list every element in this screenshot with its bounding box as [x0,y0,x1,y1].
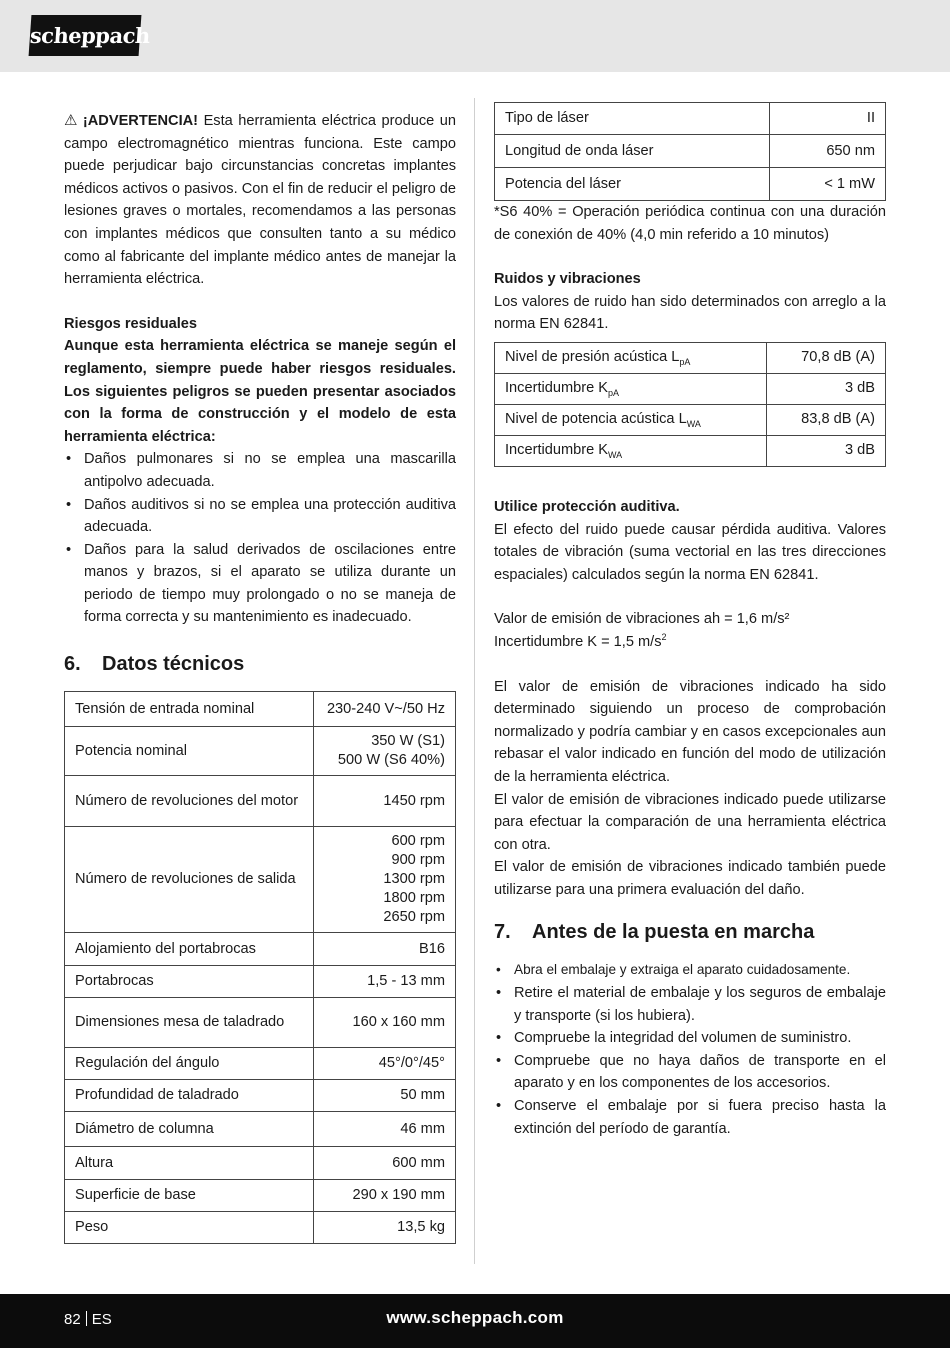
row-value: 290 x 190 mm [314,1180,456,1212]
label-subscript: pA [608,388,620,399]
page-header [0,0,950,72]
section-6-heading [64,651,456,677]
list-item: • Daños para la salud derivados de oscilaciones entre manos y brazos, si el aparato se utiliza durante un periodo de tiempo muy prolongado o no se maneja de forma correcta y su mantenimiento es inadecuado. [64,539,456,629]
list-item: • Retire el material de embalaje y los seguros de embalaje y transporte (si los hubiera). [494,982,886,1027]
row-value: 3 dB [767,373,886,404]
website-link[interactable]: www.scheppach.com [386,1308,564,1327]
row-label: Superficie de base [65,1180,314,1212]
warning-text: Esta herramienta eléctrica produce un campo electromagnético mientras funciona. Este campo puede perjudicar bajo circunstancias concretas implantes médicos activos o pasivos. Con el fin de reducir el peligro de lesiones graves o mortales, recomendamos a las personas con implantes médicos que consulten tanto a su médico como al fabricante del implante médico antes de manejar la herramienta eléctrica. [64,113,456,288]
table-row [65,1112,456,1147]
list-item: • Abra el embalaje y extraiga el aparato cuidadosamente. [494,959,886,982]
vibration-paragraph: El valor de emisión de vibraciones indicado puede utilizarse para efectuar la comparación de una herramienta eléctrica con otra. [494,791,886,853]
table-row [65,966,456,998]
label-text: Nivel de presión acústica L [505,349,680,366]
section-7-heading [494,919,886,945]
row-value: 160 x 160 mm [314,998,456,1048]
table-row [495,135,886,168]
vibration-paragraph: El valor de emisión de vibraciones indicado ha sido determinado siguiendo un proceso de comprobación normalizado y podría cambiar y en casos excepcionales aun rebasar el valor indicado en función del modo de utilización de la herramienta eléctrica. [494,678,886,785]
label-subscript: WA [608,450,623,461]
noise-table [494,342,886,467]
table-row [495,342,886,373]
warning-triangle-icon: ⚠ [64,112,79,129]
protection-heading: Utilice protección auditiva. [494,498,680,515]
page-number-value: 82 [64,1311,81,1328]
vibration-emission: Valor de emisión de vibraciones ah = 1,6 m/s² [494,611,790,628]
row-label: Dimensiones mesa de taladrado [65,998,314,1048]
label-subscript: pA [679,357,691,368]
table-row [65,692,456,727]
residual-risks-list [64,448,456,629]
row-label: Tensión de entrada nominal [65,692,314,727]
row-value: 600 rpm 900 rpm 1300 rpm 1800 rpm 2650 rpm [314,827,456,933]
table-row [495,103,886,135]
row-label: Peso [65,1212,314,1244]
row-label: Portabrocas [65,966,314,998]
column-divider [474,98,475,1264]
row-value: B16 [314,933,456,966]
table-row [65,776,456,827]
row-label: Potencia del láser [495,168,770,201]
row-label: Número de revoluciones de salida [65,827,314,933]
language-code: ES [91,1311,112,1328]
row-label: Longitud de onda láser [495,135,770,168]
residual-risks-intro: Aunque esta herramienta eléctrica se maneje según el reglamento, siempre puede haber riesgos residuales. Los siguientes peligros se pueden presentar asociados con la forma de construcción y el modelo de esta herramienta eléctrica: [64,338,456,445]
section-number: 6. [64,653,81,676]
row-value: 46 mm [314,1112,456,1147]
vibration-paragraph: El valor de emisión de vibraciones indicado también puede utilizarse para una primera evaluación del daño. [494,859,886,898]
row-label: Regulación del ángulo [65,1048,314,1080]
list-item: • Daños pulmonares si no se emplea una mascarilla antipolvo adecuada. [64,448,456,493]
row-label [495,373,767,404]
section-title: Datos técnicos [102,653,245,676]
list-item: • Conserve el embalaje por si fuera preciso hasta la extinción del período de garantía. [494,1095,886,1140]
page-footer [0,1294,950,1348]
s6-note: *S6 40% = Operación periódica continua con una duración de conexión de 40% (4,0 min referido a 10 minutos) [494,204,886,243]
table-row [65,1147,456,1180]
row-label: Diámetro de columna [65,1112,314,1147]
row-value: 50 mm [314,1080,456,1112]
row-label: Profundidad de taladrado [65,1080,314,1112]
label-subscript: WA [686,419,701,430]
row-value: < 1 mW [769,168,885,201]
table-row [495,168,886,201]
row-value: II [769,103,885,135]
table-row [495,373,886,404]
section-title: Antes de la puesta en marcha [532,921,815,944]
row-value: 230-240 V~/50 Hz [314,692,456,727]
row-value: 600 mm [314,1147,456,1180]
residual-risks-heading: Riesgos residuales [64,315,198,332]
tech-data-table [64,691,456,1244]
row-value: 650 nm [769,135,885,168]
row-value: 45°/0°/45° [314,1048,456,1080]
uncertainty-text: Incertidumbre K = 1,5 m/s [494,633,662,650]
table-row [65,827,456,933]
row-value: 1,5 - 13 mm [314,966,456,998]
list-item: • Compruebe que no haya daños de transporte en el aparato y en los componentes de los accesorios. [494,1050,886,1095]
row-value: 83,8 dB (A) [767,404,886,435]
label-text: Incertidumbre K [505,380,609,397]
row-value: 350 W (S1) 500 W (S6 40%) [314,727,456,776]
section-number: 7. [494,921,511,944]
table-row [65,998,456,1048]
left-column [64,110,456,1244]
label-text: Incertidumbre K [505,442,609,459]
warning-paragraph [64,110,456,291]
startup-list [494,959,886,1140]
right-column [494,102,886,1140]
row-value: 13,5 kg [314,1212,456,1244]
list-item: • Daños auditivos si no se emplea una protección auditiva adecuada. [64,494,456,539]
table-row [495,435,886,466]
table-row [65,1180,456,1212]
row-label: Alojamiento del portabrocas [65,933,314,966]
laser-table [494,102,886,201]
row-label [495,435,767,466]
table-row [65,1212,456,1244]
row-value: 3 dB [767,435,886,466]
scheppach-logo: scheppach [29,15,142,56]
list-item: • Compruebe la integridad del volumen de suministro. [494,1027,886,1050]
row-label: Potencia nominal [65,727,314,776]
row-label [495,342,767,373]
vibration-uncertainty [494,631,886,654]
row-value: 70,8 dB (A) [767,342,886,373]
table-row [495,404,886,435]
row-label: Tipo de láser [495,103,770,135]
row-label: Altura [65,1147,314,1180]
row-label: Número de revoluciones del motor [65,776,314,827]
row-value: 1450 rpm [314,776,456,827]
table-row [65,1080,456,1112]
label-text: Nivel de potencia acústica L [505,411,687,428]
row-label [495,404,767,435]
noise-heading: Ruidos y vibraciones [494,271,641,288]
warning-label: ¡ADVERTENCIA! [82,113,199,129]
table-row [65,1048,456,1080]
table-row [65,933,456,966]
uncertainty-superscript: 2 [661,632,667,643]
table-row [65,727,456,776]
protection-text: El efecto del ruido puede causar pérdida auditiva. Valores totales de vibración (suma vectorial en las tres direcciones espaciales) calculados según la norma EN 62841. [494,521,886,583]
noise-text: Los valores de ruido han sido determinados con arreglo a la norma EN 62841. [494,293,886,333]
